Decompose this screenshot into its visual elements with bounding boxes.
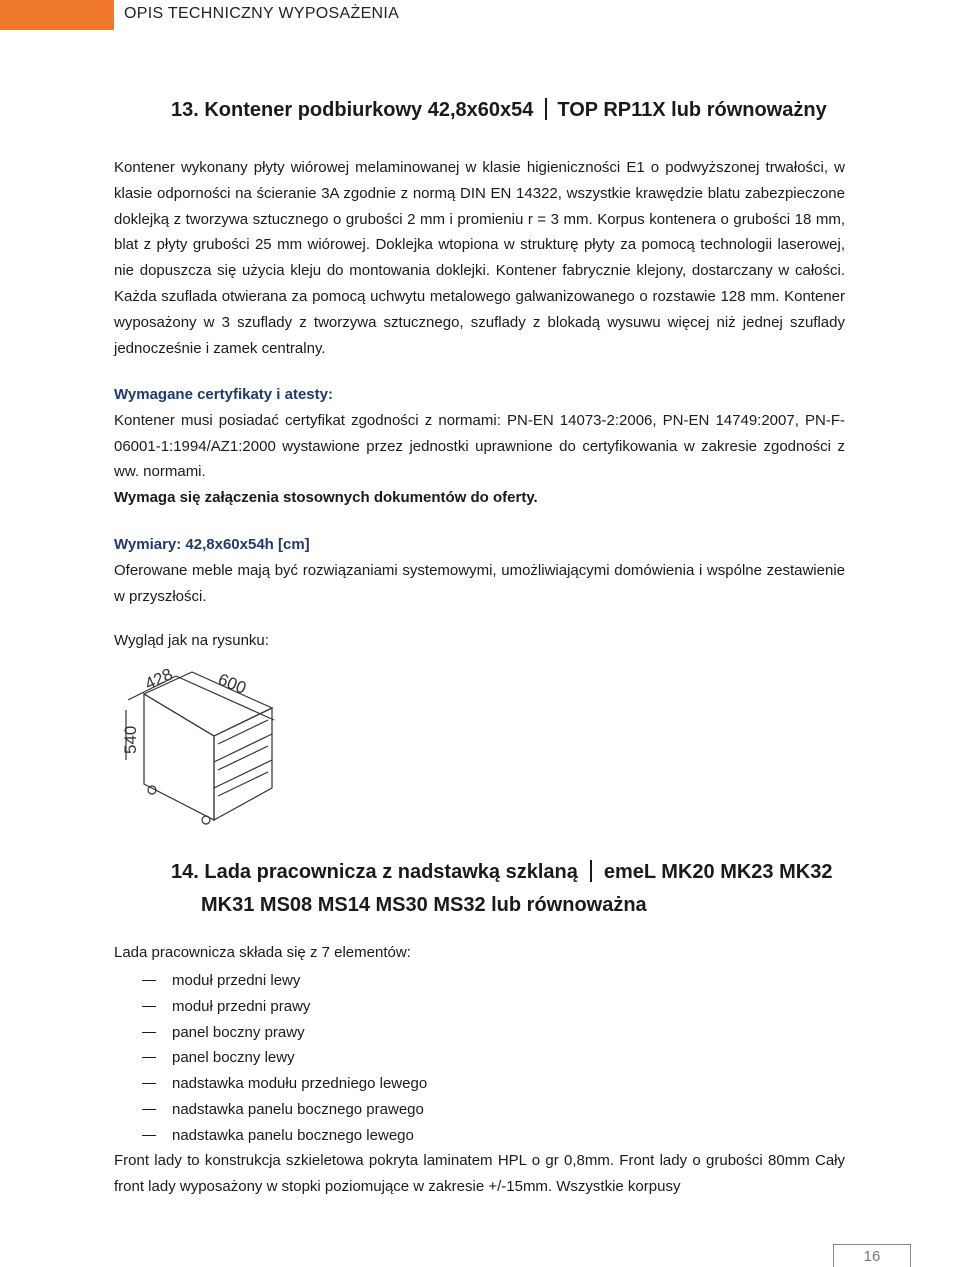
- dash-bullet: [142, 980, 156, 981]
- drawer-handle: [218, 720, 268, 744]
- list-item: [114, 1097, 427, 1123]
- dimensions-heading: Wymiary: 42,8x60x54h [cm]: [114, 536, 310, 553]
- page-number-box: [833, 1244, 911, 1267]
- dash-bullet: [142, 1057, 156, 1058]
- section-13-product: TOP RP11X lub równoważny: [557, 99, 827, 121]
- description-paragraph: Kontener wykonany płyty wiórowej melaminowanej w klasie higieniczności E1 o podwyższonej trwałości, w klasie odporności na ścieranie 3A zgodnie z normą DIN EN 14322, wszystkie krawędzie blatu zabezpieczone doklejką z tworzywa sztucznego o grubości 2 mm i promieniu r = 3 mm. Korpus kontenera o grubości 18 mm, blat z płyty grubości 25 mm wiórowej. Doklejka wtopiona w strukturę płyty za pomocą technologii laserowej, nie dopuszcza się użycia kleju do montowania doklejki. Kontener fabrycznie klejony, dostarczany w całości. Każda szuflada otwierana za pomocą uchwytu metalowego galwanizowanego o rozstawie 128 mm. Kontener wyposażony w 3 szuflady z tworzywa sztucznego, szuflady z blokadą wysuwu więcej niż jednej szuflady jednocześnie i zamek centralny.: [114, 159, 845, 357]
- docs-required: Wymaga się załączenia stosownych dokumentów do oferty.: [114, 489, 538, 507]
- certs-heading: Wymagane certyfikaty i atesty:: [114, 386, 333, 403]
- list-item: [114, 968, 427, 994]
- list-item-label: nadstawka modułu przedniego lewego: [172, 1075, 428, 1093]
- section-14-title: 14. Lada pracownicza z nadstawką szklaną: [171, 861, 578, 883]
- drawer-handle: [218, 772, 268, 796]
- section-13-title: 13. Kontener podbiurkowy 42,8x60x54: [171, 99, 534, 121]
- dash-bullet: [142, 1135, 156, 1136]
- list-item: [114, 1020, 427, 1046]
- heading-separator: [590, 860, 592, 882]
- list-item-label: panel boczny prawy: [172, 1023, 305, 1041]
- dash-bullet: [142, 1032, 156, 1033]
- dash-bullet: [142, 1083, 156, 1084]
- header-title: OPIS TECHNICZNY WYPOSAŻENIA: [124, 5, 400, 22]
- drawer-handle: [218, 746, 268, 770]
- certs-text: Kontener musi posiadać certyfikat zgodności z normami: PN-EN 14073-2:2006, PN-EN 14749:2007, PN-F-06001-1:1994/AZ1:2000 wystawione przez jednostki uprawnione do certyfikowania w zakresie zgodności z ww. normami.: [114, 411, 845, 481]
- container-drawing: [114, 660, 284, 830]
- list-item-label: nadstawka panelu bocznego prawego: [172, 1100, 424, 1118]
- header-accent-bar: [0, 0, 114, 30]
- section-14-product-line1: emeL MK20 MK23 MK32: [603, 861, 833, 883]
- dash-bullet: [142, 1109, 156, 1110]
- section-14-heading: [171, 856, 832, 922]
- front-description: Front lady to konstrukcja szkieletowa pokryta laminatem HPL o gr 0,8mm. Front lady o grubości 80mm Cały front lady wyposażony w stopki poziomujące w zakresie +/-15mm. Wszystkie korpusy: [114, 1152, 845, 1195]
- list-item-label: moduł przedni prawy: [172, 997, 311, 1015]
- list-item-label: nadstawka panelu bocznego lewego: [172, 1126, 414, 1144]
- page-number: 16: [863, 1248, 881, 1265]
- section-14-heading-line1: [171, 856, 832, 889]
- dimensions-text: Oferowane meble mają być rozwiązaniami systemowymi, umożliwiającymi domówienia i wspólne zestawienie w przyszłości.: [114, 561, 845, 605]
- caster-wheel: [202, 816, 210, 824]
- list-item: [114, 1045, 427, 1071]
- section-13-heading: [171, 98, 827, 122]
- dim-width-label: 600: [215, 669, 249, 698]
- dim-height-label: 540: [121, 725, 140, 754]
- dimensions-block: [114, 532, 845, 609]
- list-item-label: moduł przedni lewy: [172, 972, 301, 989]
- certs-block: [114, 382, 845, 511]
- lada-elements-list: [114, 968, 427, 1149]
- list-item: [114, 1123, 427, 1149]
- list-item: [114, 994, 427, 1020]
- heading-separator: [545, 98, 547, 120]
- dash-bullet: [142, 1006, 156, 1007]
- list-item-label: panel boczny lewy: [172, 1049, 295, 1067]
- section-14-product-line2: MK31 MS08 MS14 MS30 MS32 lub równoważna: [201, 894, 647, 916]
- container-side: [144, 694, 214, 820]
- dim-depth-label: 428: [141, 664, 176, 694]
- section-13-description: [114, 155, 845, 361]
- look-label: Wygląd jak na rysunku:: [114, 632, 269, 649]
- lada-intro: Lada pracownicza składa się z 7 elementów:: [114, 944, 411, 961]
- list-item: [114, 1071, 427, 1097]
